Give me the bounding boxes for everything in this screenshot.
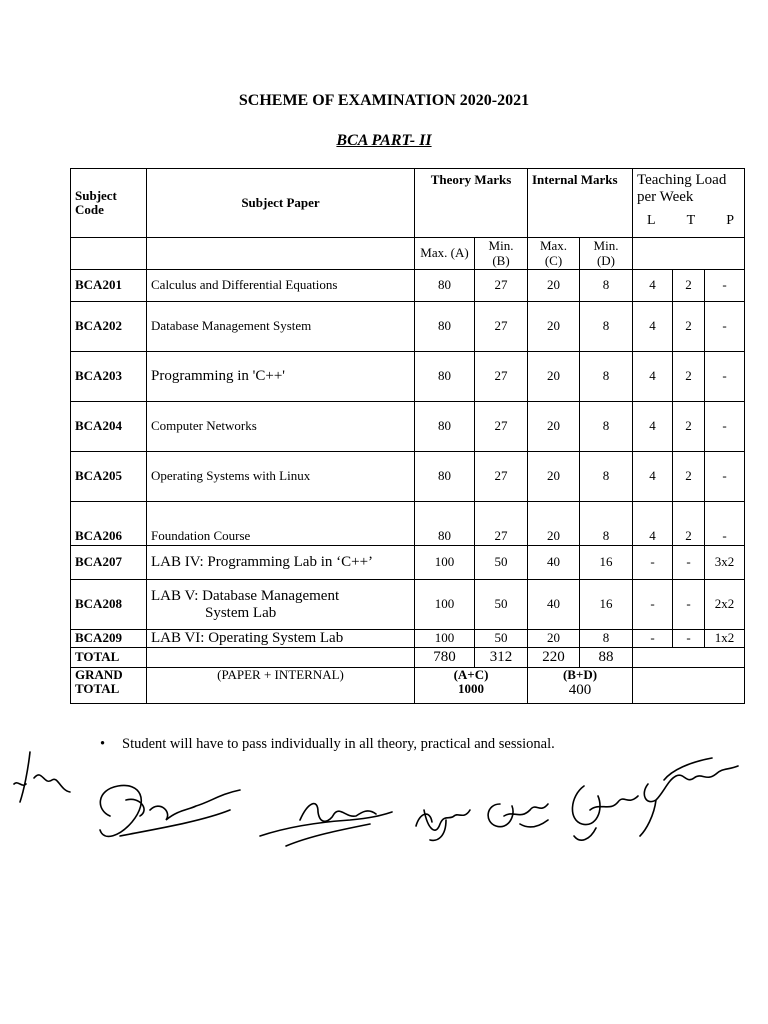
note-text: Student will have to pass individually in all theory, practical and sessional. <box>122 736 555 752</box>
l-label: L <box>647 213 656 228</box>
row-code: BCA201 <box>71 270 147 302</box>
row-max-c: 40 <box>528 580 580 630</box>
signature-3 <box>260 804 392 846</box>
signature-7 <box>640 758 738 836</box>
grand-bd-cell <box>528 667 633 703</box>
grand-ac-cell <box>415 667 528 703</box>
row-l: 4 <box>633 302 673 352</box>
row-paper: Calculus and Differential Equations <box>147 270 415 302</box>
row-max-a: 100 <box>415 546 475 580</box>
row-min-d: 8 <box>580 302 633 352</box>
exam-scheme-table <box>70 168 745 704</box>
table-row <box>71 302 745 352</box>
row-l: 4 <box>633 270 673 302</box>
row-paper: Programming in 'C++' <box>147 352 415 402</box>
table-row <box>71 402 745 452</box>
row-max-a: 100 <box>415 580 475 630</box>
row-max-c: 20 <box>528 402 580 452</box>
row-paper: Operating Systems with Linux <box>147 452 415 502</box>
row-p: - <box>705 270 745 302</box>
row-t: 2 <box>673 270 705 302</box>
row-min-b: 27 <box>475 452 528 502</box>
signature-6 <box>572 786 638 840</box>
total-max-a: 780 <box>415 647 475 667</box>
document-subtitle: BCA PART- II <box>336 132 432 149</box>
row-paper: Computer Networks <box>147 402 415 452</box>
row-t: 2 <box>673 302 705 352</box>
row-max-a: 80 <box>415 452 475 502</box>
table-row <box>71 502 745 546</box>
row-code: BCA203 <box>71 352 147 402</box>
grand-ac-value: 1000 <box>458 680 484 696</box>
row-min-b: 27 <box>475 352 528 402</box>
row-t: 2 <box>673 352 705 402</box>
row-max-a: 80 <box>415 402 475 452</box>
row-p: 1x2 <box>705 630 745 648</box>
row-min-d: 8 <box>580 402 633 452</box>
row-paper-line1: LAB V: Database Management <box>151 588 340 604</box>
document-title: SCHEME OF EXAMINATION 2020-2021 <box>238 92 530 109</box>
theory-marks-header: Theory Marks <box>415 169 528 238</box>
row-p: 3x2 <box>705 546 745 580</box>
table-row <box>71 352 745 402</box>
grand-bd-value: 400 <box>568 681 592 698</box>
signature-1 <box>14 752 70 802</box>
row-min-d: 8 <box>580 502 633 546</box>
signature-4 <box>416 810 470 840</box>
row-l: 4 <box>633 502 673 546</box>
grand-total-label: GRAND TOTAL <box>71 667 147 703</box>
signatures <box>0 740 768 880</box>
total-max-c: 220 <box>528 647 580 667</box>
row-min-b: 27 <box>475 270 528 302</box>
row-p: - <box>705 402 745 452</box>
header-row-2 <box>71 238 745 270</box>
min-d-header: Min. (D) <box>580 238 633 270</box>
row-l: - <box>633 546 673 580</box>
row-l: - <box>633 580 673 630</box>
row-l: 4 <box>633 452 673 502</box>
max-c-header: Max. (C) <box>528 238 580 270</box>
row-paper: LAB IV: Programming Lab in ‘C++’ <box>147 546 415 580</box>
table-row <box>71 270 745 302</box>
teaching-load-label: Teaching Load per Week <box>637 172 727 205</box>
row-p: 2x2 <box>705 580 745 630</box>
row-code: BCA205 <box>71 452 147 502</box>
total-min-b: 312 <box>475 647 528 667</box>
row-max-c: 20 <box>528 270 580 302</box>
row-l: 4 <box>633 352 673 402</box>
grand-total-row <box>71 667 745 703</box>
row-t: 2 <box>673 402 705 452</box>
signature-2 <box>100 785 240 836</box>
row-code: BCA209 <box>71 630 147 648</box>
grand-total-desc: (PAPER + INTERNAL) <box>147 667 415 703</box>
row-max-c: 40 <box>528 546 580 580</box>
row-paper: LAB VI: Operating System Lab <box>147 630 415 648</box>
row-paper-line2: System Lab <box>205 604 277 621</box>
table-row <box>71 546 745 580</box>
row-p: - <box>705 452 745 502</box>
total-min-d: 88 <box>580 647 633 667</box>
row-max-a: 80 <box>415 302 475 352</box>
row-l: - <box>633 630 673 648</box>
subject-code-header: Subject Code <box>71 169 147 238</box>
table-row <box>71 452 745 502</box>
row-min-b: 50 <box>475 580 528 630</box>
row-min-b: 50 <box>475 630 528 648</box>
row-t: 2 <box>673 502 705 546</box>
row-code: BCA202 <box>71 302 147 352</box>
row-max-a: 80 <box>415 352 475 402</box>
ltp-labels <box>637 213 740 228</box>
row-t: 2 <box>673 452 705 502</box>
row-min-b: 27 <box>475 302 528 352</box>
row-code: BCA206 <box>71 502 147 546</box>
row-max-a: 80 <box>415 270 475 302</box>
row-min-b: 27 <box>475 502 528 546</box>
row-t: - <box>673 546 705 580</box>
grand-ac-label: (A+C) <box>453 666 489 682</box>
subject-paper-header: Subject Paper <box>147 169 415 238</box>
row-code: BCA208 <box>71 580 147 630</box>
teaching-load-header <box>633 169 745 238</box>
header-row-1 <box>71 169 745 238</box>
table-row <box>71 630 745 648</box>
t-label: T <box>686 213 696 228</box>
total-label: TOTAL <box>71 647 147 667</box>
row-min-d: 16 <box>580 546 633 580</box>
row-min-d: 8 <box>580 270 633 302</box>
row-max-c: 20 <box>528 302 580 352</box>
row-code: BCA204 <box>71 402 147 452</box>
row-min-d: 8 <box>580 630 633 648</box>
row-paper: Database Management System <box>147 302 415 352</box>
grand-bd-label: (B+D) <box>562 666 598 682</box>
row-min-d: 8 <box>580 352 633 402</box>
row-l: 4 <box>633 402 673 452</box>
row-p: - <box>705 502 745 546</box>
min-b-header: Min. (B) <box>475 238 528 270</box>
row-t: - <box>673 580 705 630</box>
bullet-icon: • <box>100 736 106 752</box>
internal-marks-header: Internal Marks <box>528 169 633 238</box>
row-max-a: 100 <box>415 630 475 648</box>
row-max-c: 20 <box>528 630 580 648</box>
row-paper <box>147 580 415 630</box>
row-min-b: 50 <box>475 546 528 580</box>
row-max-a: 80 <box>415 502 475 546</box>
row-t: - <box>673 630 705 648</box>
row-paper: Foundation Course <box>147 502 415 546</box>
row-p: - <box>705 302 745 352</box>
row-min-b: 27 <box>475 402 528 452</box>
row-min-d: 16 <box>580 580 633 630</box>
row-max-c: 20 <box>528 452 580 502</box>
max-a-header: Max. (A) <box>415 238 475 270</box>
table-row <box>71 580 745 630</box>
row-min-d: 8 <box>580 452 633 502</box>
total-row <box>71 647 745 667</box>
row-max-c: 20 <box>528 502 580 546</box>
row-code: BCA207 <box>71 546 147 580</box>
row-max-c: 20 <box>528 352 580 402</box>
p-label: P <box>726 213 734 228</box>
signature-5 <box>488 804 548 827</box>
row-p: - <box>705 352 745 402</box>
